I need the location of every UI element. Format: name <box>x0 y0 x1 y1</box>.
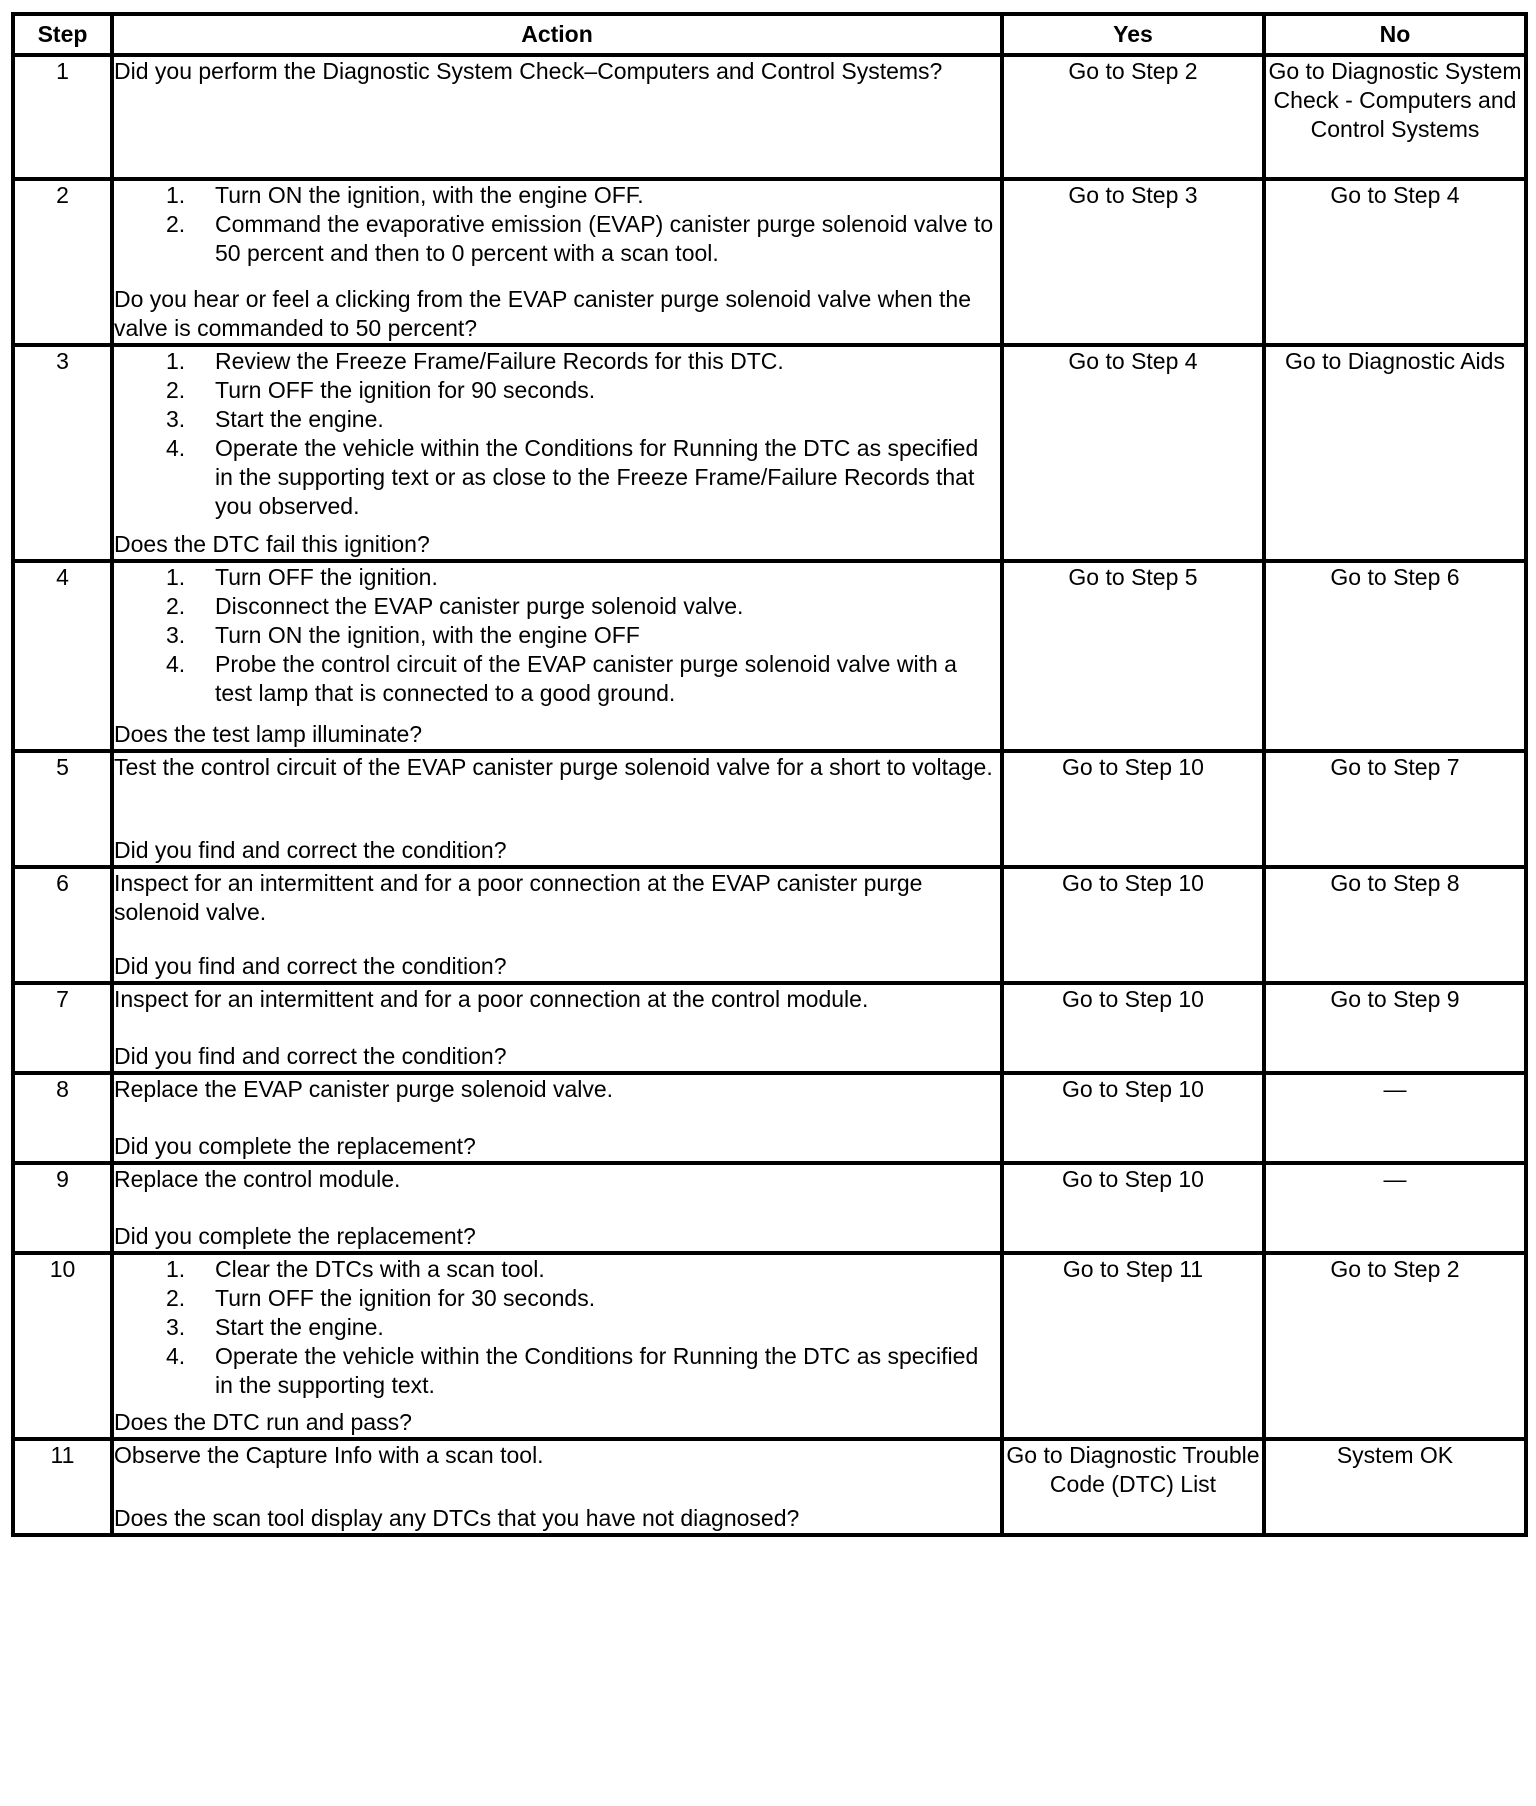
procedure-item-text: Probe the control circuit of the EVAP canister purge solenoid valve with a test lamp that is connected to a good ground. <box>215 651 957 706</box>
yes-result: Go to Step 11 <box>1002 1253 1264 1439</box>
table-row <box>13 983 1526 1073</box>
yes-result: Go to Step 10 <box>1002 983 1264 1073</box>
action-cell <box>112 55 1002 179</box>
action-text: Replace the control module. <box>114 1166 401 1192</box>
procedure-item-text: Turn ON the ignition, with the engine OFF <box>215 622 640 648</box>
no-result: — <box>1264 1073 1526 1163</box>
step-number: 10 <box>13 1253 112 1439</box>
no-result: System OK <box>1264 1439 1526 1535</box>
action-content <box>114 347 1000 559</box>
action-text: Replace the EVAP canister purge solenoid valve. <box>114 1076 614 1102</box>
no-result: Go to Step 9 <box>1264 983 1526 1073</box>
procedure-item-text: Turn OFF the ignition for 90 seconds. <box>215 377 596 403</box>
procedure-item <box>114 347 1000 376</box>
no-result: — <box>1264 1163 1526 1253</box>
no-result: Go to Step 8 <box>1264 867 1526 983</box>
procedure-list <box>114 563 1000 708</box>
header-step: Step <box>13 14 112 55</box>
table-row <box>13 1163 1526 1253</box>
action-body <box>114 181 1000 268</box>
table-row <box>13 1073 1526 1163</box>
procedure-item-number: 2. <box>166 377 186 403</box>
action-content <box>114 181 1000 343</box>
procedure-item-number: 4. <box>166 1343 186 1369</box>
yes-result: Go to Step 10 <box>1002 867 1264 983</box>
action-question: Did you find and correct the condition? <box>114 837 507 863</box>
procedure-item <box>114 405 1000 434</box>
yes-result: Go to Diagnostic Trouble Code (DTC) List <box>1002 1439 1264 1535</box>
procedure-item-number: 1. <box>166 182 186 208</box>
table-row <box>13 1439 1526 1535</box>
yes-result: Go to Step 5 <box>1002 561 1264 751</box>
table-row <box>13 867 1526 983</box>
table-row <box>13 751 1526 867</box>
action-content <box>114 57 1000 177</box>
procedure-item-text: Operate the vehicle within the Conditions for Running the DTC as specified in the supporting text. <box>215 1343 979 1398</box>
procedure-item <box>114 650 1000 708</box>
yes-result: Go to Step 10 <box>1002 1163 1264 1253</box>
procedure-item-text: Turn OFF the ignition. <box>215 564 438 590</box>
step-number: 6 <box>13 867 112 983</box>
procedure-item-number: 4. <box>166 651 186 677</box>
action-question: Does the DTC run and pass? <box>114 1409 412 1435</box>
action-cell <box>112 179 1002 345</box>
procedure-item <box>114 563 1000 592</box>
procedure-list <box>114 181 1000 268</box>
action-question: Does the scan tool display any DTCs that you have not diagnosed? <box>114 1505 800 1531</box>
action-body <box>114 347 1000 521</box>
action-cell <box>112 983 1002 1073</box>
step-number: 11 <box>13 1439 112 1535</box>
action-cell <box>112 561 1002 751</box>
table-row <box>13 345 1526 561</box>
procedure-item-text: Start the engine. <box>215 1314 384 1340</box>
yes-result: Go to Step 10 <box>1002 751 1264 867</box>
action-text: Did you perform the Diagnostic System Check–Computers and Control Systems? <box>114 58 943 84</box>
procedure-list <box>114 347 1000 521</box>
step-number: 3 <box>13 345 112 561</box>
action-cell <box>112 1073 1002 1163</box>
procedure-item-number: 2. <box>166 211 186 237</box>
procedure-item-text: Turn ON the ignition, with the engine OFF. <box>215 182 644 208</box>
action-content <box>114 1441 1000 1533</box>
procedure-item-text: Start the engine. <box>215 406 384 432</box>
procedure-item <box>114 434 1000 521</box>
action-content <box>114 1255 1000 1437</box>
action-question: Do you hear or feel a clicking from the EVAP canister purge solenoid valve when the valve is commanded to 50 percent? <box>114 286 972 341</box>
action-cell <box>112 1163 1002 1253</box>
step-number: 4 <box>13 561 112 751</box>
action-body <box>114 57 1000 86</box>
procedure-item-text: Operate the vehicle within the Conditions for Running the DTC as specified in the supporting text or as close to the Freeze Frame/Failure Records that you observed. <box>215 435 979 519</box>
action-text: Inspect for an intermittent and for a poor connection at the control module. <box>114 986 869 1012</box>
procedure-item-number: 1. <box>166 348 186 374</box>
table-row <box>13 561 1526 751</box>
no-result: Go to Step 2 <box>1264 1253 1526 1439</box>
action-question: Does the test lamp illuminate? <box>114 721 423 747</box>
table-row <box>13 179 1526 345</box>
diagnostic-table <box>11 12 1528 1537</box>
header-action: Action <box>112 14 1002 55</box>
procedure-item <box>114 376 1000 405</box>
step-number: 7 <box>13 983 112 1073</box>
action-text: Observe the Capture Info with a scan tool. <box>114 1442 544 1468</box>
procedure-item-number: 1. <box>166 1256 186 1282</box>
action-content <box>114 753 1000 865</box>
action-cell <box>112 345 1002 561</box>
action-content <box>114 563 1000 749</box>
action-content <box>114 1075 1000 1161</box>
procedure-item <box>114 1255 1000 1284</box>
no-result: Go to Step 7 <box>1264 751 1526 867</box>
header-no: No <box>1264 14 1526 55</box>
procedure-item <box>114 210 1000 268</box>
procedure-item <box>114 1342 1000 1400</box>
no-result: Go to Step 4 <box>1264 179 1526 345</box>
no-result: Go to Diagnostic Aids <box>1264 345 1526 561</box>
action-content <box>114 985 1000 1071</box>
action-body <box>114 563 1000 708</box>
table-header-row <box>13 14 1526 55</box>
action-question: Did you find and correct the condition? <box>114 953 507 979</box>
table-body <box>13 55 1526 1535</box>
table-row <box>13 55 1526 179</box>
step-number: 9 <box>13 1163 112 1253</box>
action-content <box>114 869 1000 981</box>
yes-result: Go to Step 10 <box>1002 1073 1264 1163</box>
action-body <box>114 985 1000 1014</box>
yes-result: Go to Step 2 <box>1002 55 1264 179</box>
procedure-item <box>114 1313 1000 1342</box>
action-text: Test the control circuit of the EVAP canister purge solenoid valve for a short to voltage. <box>114 754 993 780</box>
step-number: 2 <box>13 179 112 345</box>
step-number: 8 <box>13 1073 112 1163</box>
procedure-item <box>114 592 1000 621</box>
step-number: 1 <box>13 55 112 179</box>
procedure-item-number: 4. <box>166 435 186 461</box>
action-cell <box>112 1439 1002 1535</box>
procedure-item-text: Clear the DTCs with a scan tool. <box>215 1256 545 1282</box>
procedure-item <box>114 621 1000 650</box>
header-yes: Yes <box>1002 14 1264 55</box>
action-body <box>114 1255 1000 1400</box>
action-question: Does the DTC fail this ignition? <box>114 531 430 557</box>
procedure-item-number: 3. <box>166 406 186 432</box>
procedure-item <box>114 181 1000 210</box>
action-cell <box>112 867 1002 983</box>
procedure-item <box>114 1284 1000 1313</box>
step-number: 5 <box>13 751 112 867</box>
procedure-item-number: 1. <box>166 564 186 590</box>
procedure-item-number: 2. <box>166 593 186 619</box>
procedure-list <box>114 1255 1000 1400</box>
action-content <box>114 1165 1000 1251</box>
procedure-item-text: Command the evaporative emission (EVAP) canister purge solenoid valve to 50 percent and then to 0 percent with a scan tool. <box>215 211 994 266</box>
action-body <box>114 1165 1000 1194</box>
procedure-item-text: Turn OFF the ignition for 30 seconds. <box>215 1285 596 1311</box>
no-result: Go to Step 6 <box>1264 561 1526 751</box>
action-body <box>114 1441 1000 1470</box>
procedure-item-text: Disconnect the EVAP canister purge solenoid valve. <box>215 593 744 619</box>
action-question: Did you find and correct the condition? <box>114 1043 507 1069</box>
yes-result: Go to Step 3 <box>1002 179 1264 345</box>
procedure-item-number: 3. <box>166 1314 186 1340</box>
action-text: Inspect for an intermittent and for a poor connection at the EVAP canister purge solenoid valve. <box>114 870 923 925</box>
action-question: Did you complete the replacement? <box>114 1133 476 1159</box>
no-result: Go to Diagnostic System Check - Computers and Control Systems <box>1264 55 1526 179</box>
procedure-item-number: 3. <box>166 622 186 648</box>
action-question: Did you complete the replacement? <box>114 1223 476 1249</box>
yes-result: Go to Step 4 <box>1002 345 1264 561</box>
procedure-item-number: 2. <box>166 1285 186 1311</box>
action-cell <box>112 1253 1002 1439</box>
procedure-item-text: Review the Freeze Frame/Failure Records for this DTC. <box>215 348 784 374</box>
action-body <box>114 1075 1000 1104</box>
table-row <box>13 1253 1526 1439</box>
action-body <box>114 869 1000 927</box>
action-body <box>114 753 1000 782</box>
action-cell <box>112 751 1002 867</box>
